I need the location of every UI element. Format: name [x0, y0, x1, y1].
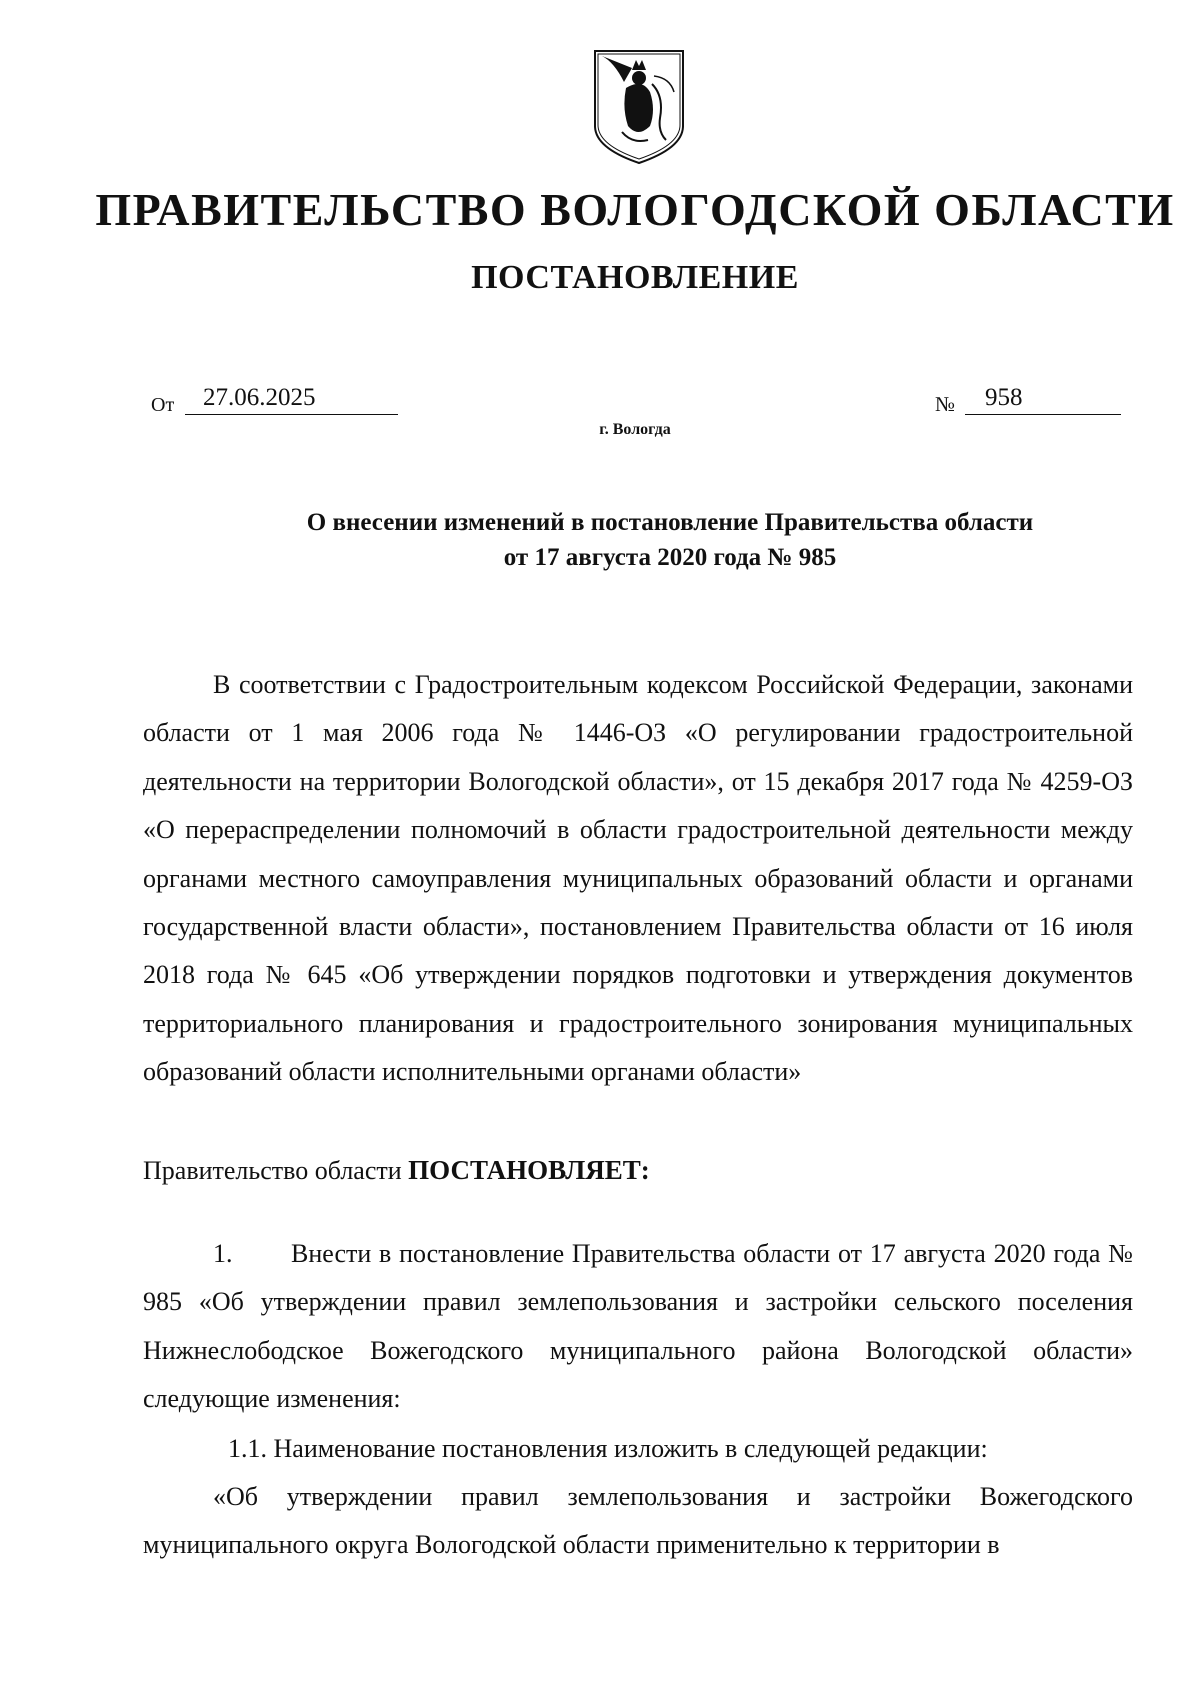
number-prefix: №	[935, 392, 956, 416]
city: г. Вологда	[599, 421, 671, 438]
document-date: 27.06.2025	[185, 384, 398, 415]
vologda-coat-of-arms-icon	[592, 48, 686, 166]
subject-line-1: О внесении изменений в постановление Правительства области	[306, 509, 1034, 536]
document-type: ПОСТАНОВЛЕНИЕ	[471, 259, 799, 296]
document-meta-row	[0, 384, 1200, 424]
resolve-prefix: Правительство области	[143, 1156, 402, 1185]
item-1-paragraph	[143, 1230, 1133, 1424]
date-prefix: От	[151, 394, 175, 416]
item-1-number: 1.	[213, 1239, 233, 1268]
document-number: 958	[965, 384, 1121, 415]
item-1-text: Внести в постановление Правительства области от 17 августа 2020 года № 985 «Об утверждении правил землепользования и застройки сельского поселения Нижнеслободское Вожегодского муниципального района Вологодской области» следующие изменения:	[143, 1239, 1133, 1414]
item-1-1-paragraph: 1.1. Наименование постановления изложить в следующей редакции:	[228, 1434, 988, 1463]
subject-line-2: от 17 августа 2020 года № 985	[503, 544, 837, 571]
document-subject	[200, 505, 1140, 575]
preamble-paragraph: В соответствии с Градостроительным кодексом Российской Федерации, законами области от 1 мая 2006 года № 1446-ОЗ «О регулировании градостроительной деятельности на территории Вологодской области», от 15 декабря 2017 года № 4259-ОЗ «О перераспределении полномочий в области градостроительной деятельности между органами местного самоуправления муниципальных образований области и органами государственной власти области», постановлением Правительства области от 16 июля 2018 года № 645 «Об утверждении порядков подготовки и утверждения документов территориального планирования и градостроительного зонирования муниципальных образований области исполнительными органами области»	[143, 670, 1133, 1087]
organization-title: ПРАВИТЕЛЬСТВО ВОЛОГОДСКОЙ ОБЛАСТИ	[95, 184, 1175, 235]
resolve-line	[143, 1150, 650, 1191]
resolve-word: ПОСТАНОВЛЯЕТ:	[408, 1155, 650, 1185]
quoted-title-paragraph: «Об утверждении правил землепользования и застройки Вожегодского муниципального округа Вологодской области применительно к территории в	[143, 1482, 1133, 1560]
